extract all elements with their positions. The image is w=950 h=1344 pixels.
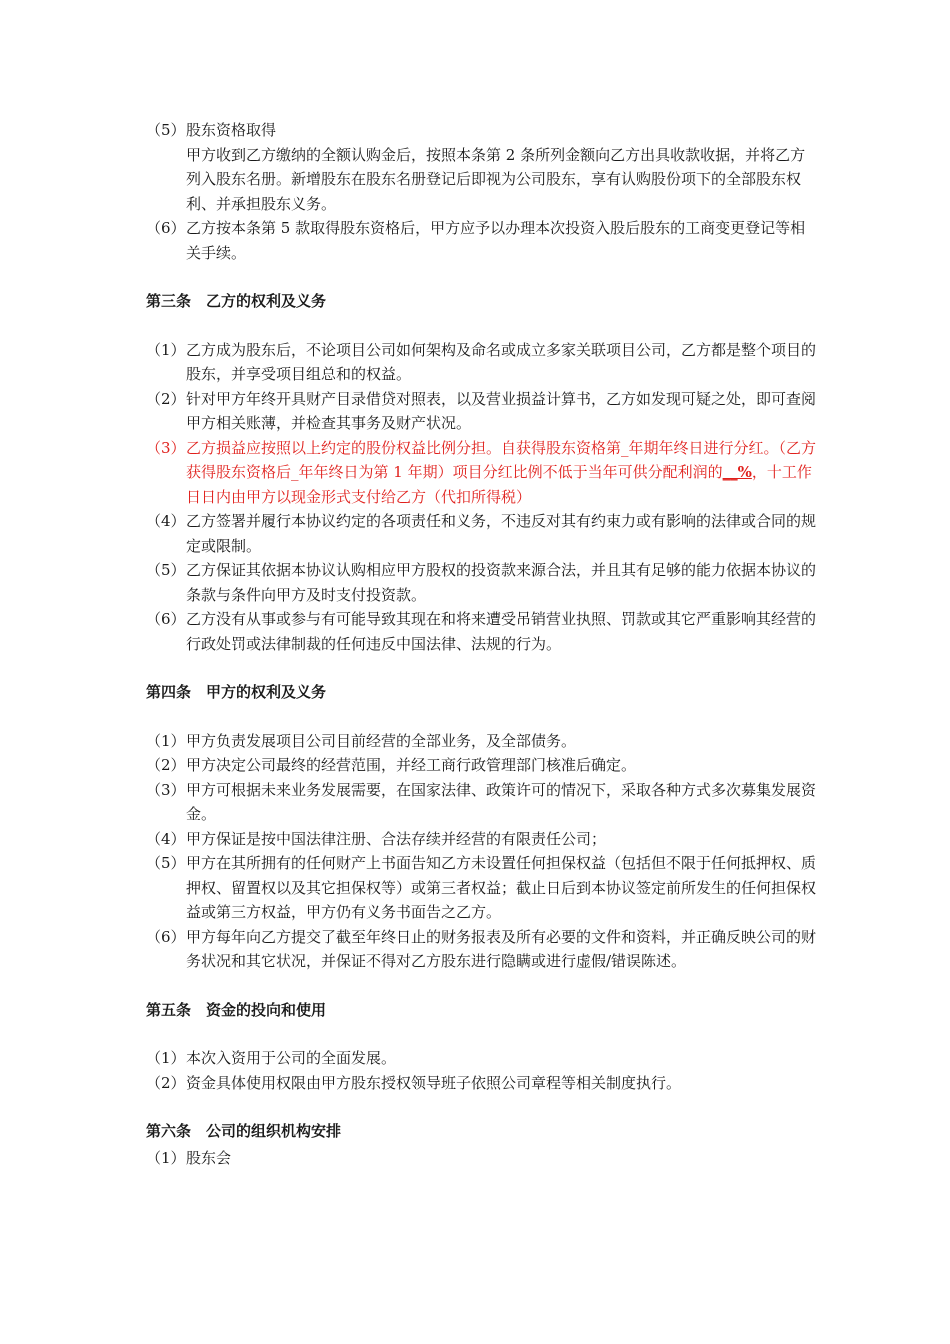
- section-heading: 第六条 公司的组织机构安排: [146, 1122, 342, 1140]
- clause-number: （2）: [146, 1073, 186, 1092]
- clause-text: [186, 436, 816, 510]
- section-heading: 第三条 乙方的权利及义务: [146, 292, 327, 310]
- clause-text: 针对甲方年终开具财产目录借贷对照表，以及营业损益计算书，乙方如发现可疑之处，即可查阅甲方相关账薄，并检查其事务及财产状况。: [186, 389, 817, 432]
- clause-item: [146, 778, 816, 827]
- section-heading: 第四条 甲方的权利及义务: [146, 683, 327, 701]
- clause-text: 资金具体使用权限由甲方股东授权领导班子依照公司章程等相关制度执行。: [186, 1073, 682, 1092]
- percentage-blank: __%: [722, 463, 752, 481]
- clause-number: （2）: [146, 756, 186, 774]
- clause-item: [146, 729, 816, 754]
- clause-item: [146, 851, 816, 925]
- clause-item: [146, 558, 816, 607]
- clause-text: 甲方可根据未来业务发展需要，在国家法律、政策许可的情况下，采取各种方式多次募集发展资金。: [186, 780, 817, 823]
- clause-text: 乙方没有从事或参与有可能导致其现在和将来遭受吊销营业执照、罚款或其它严重影响其经营的行政处罚或法律制裁的任何违反中国法律、法规的行为。: [186, 610, 817, 653]
- clause-number: （1）: [146, 340, 186, 359]
- clause-paragraph: 甲方收到乙方缴纳的全额认购金后，按照本条第 2 条所列金额向乙方出具收款收据，并将乙方列入股东名册。新增股东在股东名册登记后即视为公司股东，享有认购股份项下的全部股东权利、并承担股东义务。: [186, 145, 806, 213]
- clause-number: （5）: [146, 561, 186, 579]
- clause-text: 甲方每年向乙方提交了截至年终日止的财务报表及所有必要的文件和资料，并正确反映公司的财务状况和其它状况，并保证不得对乙方股东进行隐瞒或进行虚假/错误陈述。: [186, 927, 817, 970]
- clause-text: 甲方保证是按中国法律注册、合法存续并经营的有限责任公司；: [186, 829, 607, 848]
- clause-text-part: ，十工作日日内由甲方以现金形式支付给乙方（代扣所得税）: [186, 463, 812, 506]
- clause-item: [146, 925, 816, 974]
- clause-number: （6）: [146, 927, 186, 946]
- clause-text: 甲方负责发展项目公司目前经营的全部业务，及全部债务。: [186, 731, 577, 750]
- clause-item: [146, 753, 816, 778]
- clause-text: 股东会: [186, 1148, 232, 1167]
- clause-item: [146, 118, 816, 143]
- clause-text: 乙方成为股东后，不论项目公司如何架构及命名或成立多家关联项目公司，乙方都是整个项目的股东，并享受项目组总和的权益。: [186, 340, 817, 383]
- clause-number: （5）: [146, 121, 186, 139]
- clause-item: [146, 1071, 816, 1096]
- clause-text: 乙方签署并履行本协议约定的各项责任和义务，不违反对其有约束力或有影响的法律或合同的规定或限制。: [186, 512, 817, 555]
- clause-number: （4）: [146, 512, 186, 530]
- clause-number: （2）: [146, 389, 186, 408]
- clause-item: [146, 1146, 816, 1171]
- clause-item: [146, 509, 816, 558]
- clause-number: （6）: [146, 610, 186, 628]
- clause-item: [146, 1046, 816, 1071]
- clause-number: （1）: [146, 731, 186, 750]
- highlighted-clause-item: [146, 436, 816, 510]
- document-body: [146, 118, 816, 1170]
- clause-text: 股东资格取得: [186, 121, 277, 139]
- clause-number: （5）: [146, 854, 186, 872]
- clause-text: 乙方按本条第 5 款取得股东资格后，甲方应予以办理本次投资入股后股东的工商变更登记等相关手续。: [186, 219, 806, 262]
- clause-item: [146, 607, 816, 656]
- clause-text: 乙方保证其依据本协议认购相应甲方股权的投资款来源合法，并且其有足够的能力依据本协议的条款与条件向甲方及时支付投资款。: [186, 561, 817, 604]
- clause-text-part: 乙方损益应按照以上约定的股份权益比例分担。自获得股东资格第_年期年终日进行分红。（乙方获得股东资格后_年年终日为第 1 年期）项目分红比例不低于当年可供分配利润的: [186, 438, 817, 481]
- clause-number: （3）: [146, 780, 186, 799]
- clause-text: 甲方在其所拥有的任何财产上书面告知乙方未设置任何担保权益（包括但不限于任何抵押权、质押权、留置权以及其它担保权等）或第三者权益；截止日后到本协议签定前所发生的任何担保权益或第三方权益，甲方仍有义务书面告之乙方。: [186, 854, 817, 921]
- clause-number: （4）: [146, 829, 186, 848]
- clause-item: [146, 338, 816, 387]
- clause-number: （1）: [146, 1049, 186, 1067]
- section-heading: 第五条 资金的投向和使用: [146, 1000, 327, 1019]
- clause-text: 本次入资用于公司的全面发展。: [186, 1049, 397, 1067]
- clause-item: [146, 387, 816, 436]
- clause-text: 甲方决定公司最终的经营范围，并经工商行政管理部门核准后确定。: [186, 756, 637, 774]
- clause-number: （6）: [146, 219, 186, 237]
- clause-item: [146, 216, 816, 265]
- clause-number: （1）: [146, 1148, 186, 1167]
- clause-number: （3）: [146, 438, 186, 457]
- clause-item: [146, 827, 816, 852]
